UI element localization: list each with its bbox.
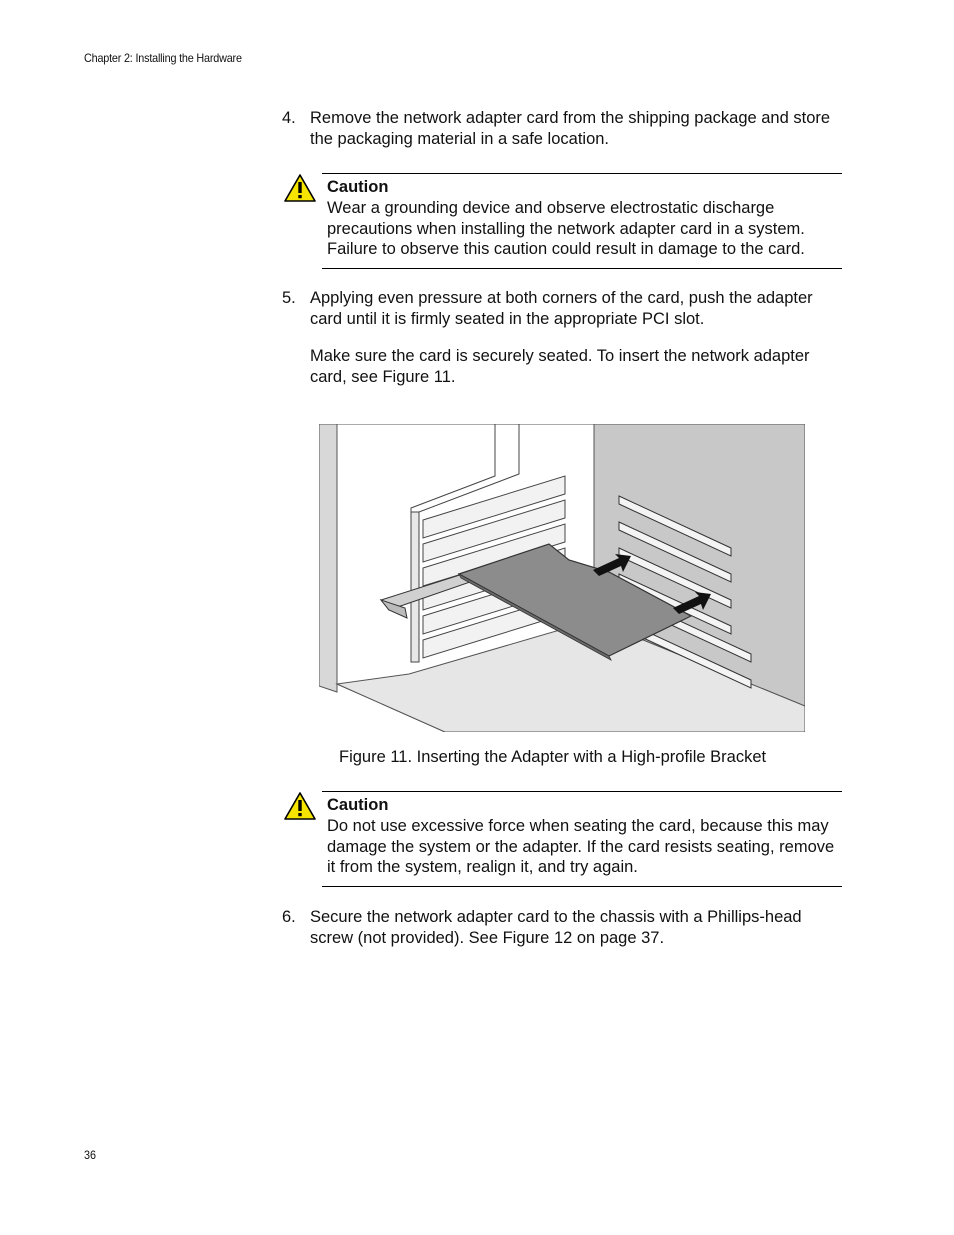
- running-header: Chapter 2: Installing the Hardware: [84, 51, 242, 65]
- note-paragraph: Make sure the card is securely seated. To insert the network adapter card, see Figure 11.: [310, 347, 810, 386]
- caution-bottom-rule: [322, 886, 842, 887]
- warning-icon: [283, 791, 317, 821]
- figure-adapter-insertion: [319, 424, 805, 732]
- caution-title: Caution: [327, 178, 389, 196]
- caution-bottom-rule: [322, 268, 842, 269]
- caution-text: Wear a grounding device and observe electrostatic discharge precautions when installing the network adapter card in a system. Failure to observe this caution could result in damage to the card.: [327, 199, 805, 258]
- warning-icon: [283, 173, 317, 203]
- step-text: Secure the network adapter card to the chassis with a Phillips-head screw (not provided). See Figure 12 on page 37.: [310, 908, 802, 947]
- caution-top-rule: [322, 791, 842, 792]
- caution-text: Do not use excessive force when seating the card, because this may damage the system or the adapter. If the card resists seating, remove it from the system, realign it, and try again.: [327, 817, 835, 876]
- caution-top-rule: [322, 173, 842, 174]
- caution-box: [282, 173, 842, 269]
- step-text: Applying even pressure at both corners of the card, push the adapter card until it is firmly seated in the appropriate PCI slot.: [310, 289, 813, 328]
- step-number: 6.: [282, 908, 296, 926]
- step-5: [282, 288, 842, 332]
- caution-box: [282, 791, 842, 887]
- step-text: Remove the network adapter card from the shipping package and store the packaging material in a safe location.: [310, 109, 831, 148]
- page-number: 36: [84, 1148, 97, 1162]
- step-number: 4.: [282, 109, 296, 127]
- step-6: [282, 907, 842, 951]
- step-number: 5.: [282, 289, 296, 307]
- figure-caption: Figure 11. Inserting the Adapter with a High-profile Bracket: [339, 748, 767, 766]
- caution-title: Caution: [327, 796, 389, 814]
- step-4: [282, 108, 842, 152]
